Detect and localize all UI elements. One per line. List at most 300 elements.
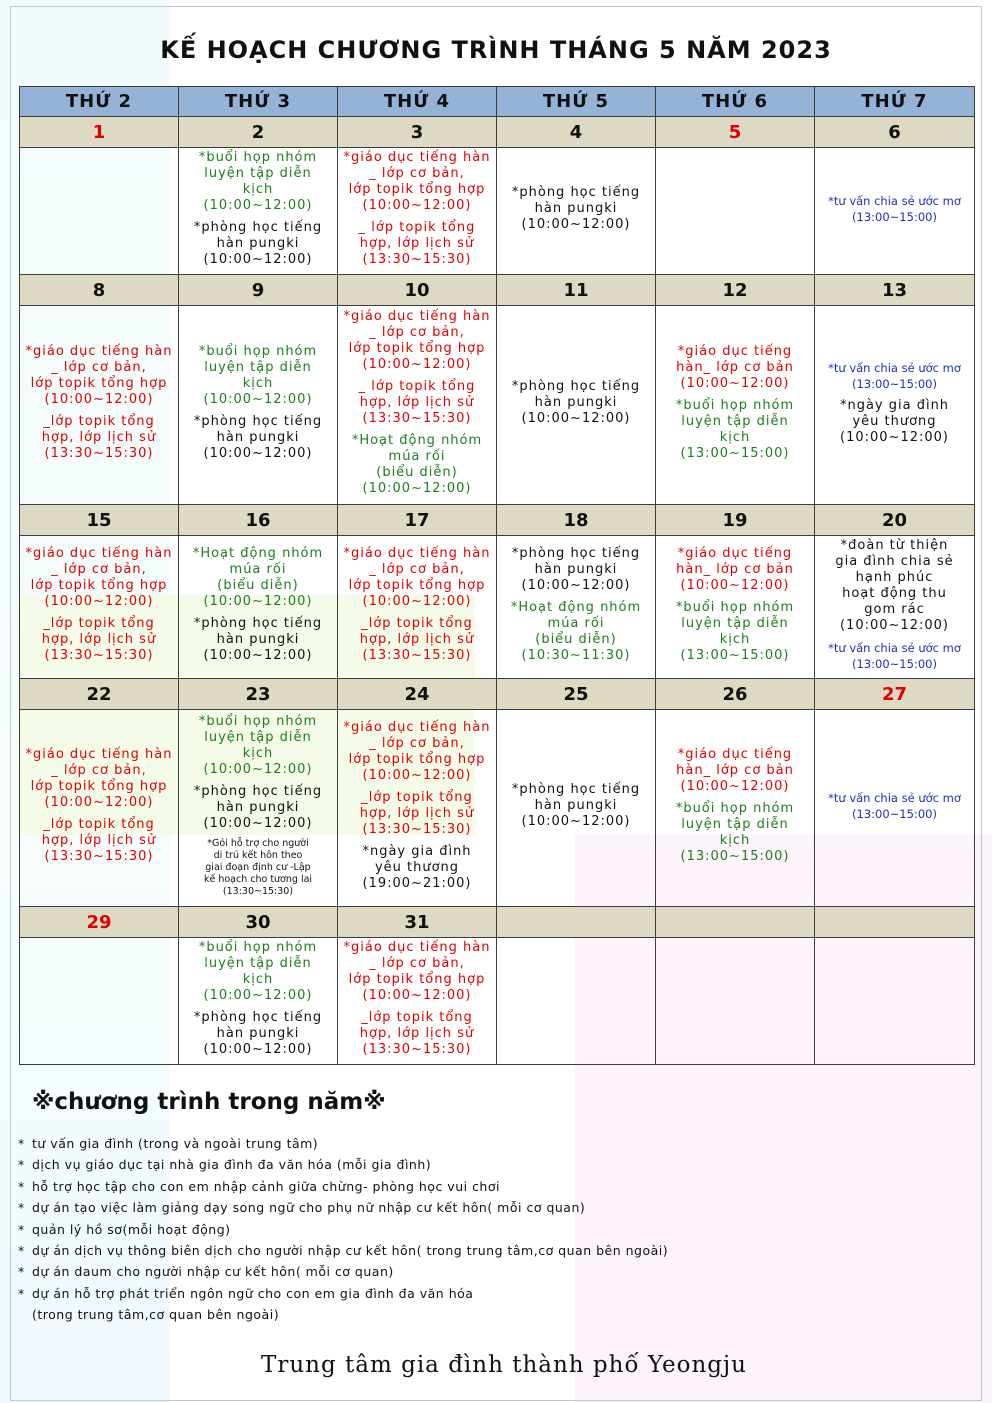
event-line: *giáo dục tiếng hàn xyxy=(25,747,173,762)
event-line: (10:00~12:00) xyxy=(521,411,631,426)
event-line: yêu thương xyxy=(374,860,460,875)
event-line: _lớp topik tổng xyxy=(43,414,155,429)
program-item-continuation: (trong trung tâm,cơ quan bên ngoài) xyxy=(32,1307,280,1323)
event-block xyxy=(815,538,974,634)
date-number: 1 xyxy=(20,117,179,148)
day-cell xyxy=(815,710,975,907)
event-line: (10:00~12:00) xyxy=(203,816,313,831)
date-number: 26 xyxy=(656,679,815,710)
event-line: (biểu diễn) xyxy=(535,632,617,647)
event-line: (10:00~12:00) xyxy=(362,357,472,372)
event-line: _lớp topik tổng xyxy=(361,1010,473,1025)
date-number xyxy=(815,907,975,938)
event-line: (13:00~15:00) xyxy=(852,377,937,391)
footer-organization: Trung tâm gia đình thành phố Yeongju xyxy=(261,1352,747,1378)
page-title: KẾ HOẠCH CHƯƠNG TRÌNH THÁNG 5 NĂM 2023 xyxy=(160,36,832,64)
date-row xyxy=(20,275,975,306)
date-number xyxy=(656,907,815,938)
bullet-icon: * xyxy=(18,1242,25,1258)
event-block xyxy=(179,784,337,832)
event-line: (10:00~12:00) xyxy=(203,446,313,461)
weekday-header: THỨ 3 xyxy=(179,87,338,117)
program-item: * dự án daum cho người nhập cư kết hôn( mỗi cơ quan) xyxy=(18,1261,958,1282)
events-row xyxy=(20,536,975,679)
event-block xyxy=(20,817,178,865)
event-block xyxy=(179,220,337,268)
weekday-header: THỨ 4 xyxy=(338,87,497,117)
event-block xyxy=(656,398,814,462)
event-line: kế hoạch cho tương lai xyxy=(203,874,313,885)
date-number: 18 xyxy=(497,505,656,536)
events-row xyxy=(20,938,975,1065)
day-cell xyxy=(656,710,815,907)
event-line: *phòng học tiếng xyxy=(511,185,641,200)
event-line: hợp, lớp lịch sử xyxy=(41,430,157,445)
bullet-icon: * xyxy=(18,1285,25,1301)
event-line: (13:30~15:30) xyxy=(362,1042,472,1057)
event-line: *Hoạt động nhóm xyxy=(351,433,483,448)
event-line: *Hoạt động nhóm xyxy=(510,600,642,615)
day-cell xyxy=(20,148,179,275)
event-line: hợp, lớp lịch sử xyxy=(359,806,475,821)
event-line: kịch xyxy=(242,972,274,987)
event-line: (10:00~12:00) xyxy=(203,988,313,1003)
event-block xyxy=(497,546,655,594)
weekday-header: THỨ 7 xyxy=(815,87,975,117)
day-cell xyxy=(20,536,179,679)
event-line: (10:00~12:00) xyxy=(44,795,154,810)
day-cell xyxy=(815,938,975,1065)
event-line: *buổi họp nhóm xyxy=(198,150,318,165)
event-line: hàn_ lớp cơ bản xyxy=(676,562,794,577)
event-block xyxy=(338,379,496,427)
event-line: _lớp topik tổng xyxy=(361,790,473,805)
event-line: múa rối xyxy=(229,562,287,577)
event-line: *giáo dục tiếng hàn xyxy=(343,546,491,561)
event-line: (10:00~12:00) xyxy=(362,768,472,783)
event-line: (10:00~12:00) xyxy=(521,814,631,829)
event-line: *phòng học tiếng xyxy=(511,782,641,797)
event-block xyxy=(179,838,337,898)
event-line: hàn pungki xyxy=(534,562,618,577)
event-line: (19:00~21:00) xyxy=(362,876,472,891)
event-line: (10:00~12:00) xyxy=(203,762,313,777)
program-item: * hỗ trợ học tập cho con em nhập cảnh giữa chừng- phòng học vui chơi xyxy=(18,1176,958,1197)
weekday-header: THỨ 5 xyxy=(497,87,656,117)
event-line: múa rối xyxy=(388,449,446,464)
event-line: _ lớp topik tổng xyxy=(358,220,476,235)
event-line: (10:00~12:00) xyxy=(521,217,631,232)
event-block xyxy=(338,940,496,1004)
date-number: 31 xyxy=(338,907,497,938)
event-block xyxy=(815,360,974,392)
date-number: 23 xyxy=(179,679,338,710)
program-item: * dự án tạo việc làm giảng dạy song ngữ cho phụ nữ nhập cư kết hôn( mỗi cơ quan) xyxy=(18,1197,958,1218)
event-line: hợp, lớp lịch sử xyxy=(359,632,475,647)
event-line: kịch xyxy=(242,376,274,391)
day-cell xyxy=(179,536,338,679)
event-block xyxy=(338,546,496,610)
event-line: *phòng học tiếng xyxy=(193,1010,323,1025)
event-line: kịch xyxy=(242,746,274,761)
day-cell xyxy=(179,306,338,505)
event-line: *buổi họp nhóm xyxy=(198,714,318,729)
event-line: (13:00~15:00) xyxy=(852,807,937,821)
date-number: 16 xyxy=(179,505,338,536)
program-item: * quản lý hồ sơ(mỗi hoạt động) xyxy=(18,1219,958,1240)
event-line: kịch xyxy=(719,632,751,647)
date-number: 30 xyxy=(179,907,338,938)
event-line: *giáo dục tiếng hàn xyxy=(343,720,491,735)
date-number: 5 xyxy=(656,117,815,148)
event-line: *giáo dục tiếng hàn xyxy=(343,309,491,324)
event-line: *Hoạt động nhóm xyxy=(192,546,324,561)
date-row xyxy=(20,505,975,536)
event-line: *buổi họp nhóm xyxy=(675,801,795,816)
event-block xyxy=(338,309,496,373)
event-line: kịch xyxy=(242,182,274,197)
events-row xyxy=(20,148,975,275)
event-block xyxy=(338,790,496,838)
day-cell xyxy=(497,938,656,1065)
event-line: luyện tập diễn xyxy=(204,360,312,375)
day-cell xyxy=(815,148,975,275)
day-cell xyxy=(20,710,179,907)
event-line: *giáo dục tiếng xyxy=(677,747,793,762)
event-line: luyện tập diễn xyxy=(204,730,312,745)
date-number: 10 xyxy=(338,275,497,306)
event-line: kịch xyxy=(719,833,751,848)
event-block xyxy=(815,640,974,672)
event-line: *phòng học tiếng xyxy=(193,616,323,631)
bullet-icon: * xyxy=(18,1200,25,1216)
event-line: hàn pungki xyxy=(216,236,300,251)
event-line: *Gói hỗ trợ cho người xyxy=(207,838,309,849)
event-line: (13:00~15:00) xyxy=(680,446,790,461)
event-line: lớp topik tổng hợp xyxy=(348,182,486,197)
event-block xyxy=(656,747,814,795)
event-line: di trú kết hôn theo xyxy=(213,850,303,861)
event-line: (biểu diễn) xyxy=(376,465,458,480)
event-line: _ lớp cơ bản, xyxy=(51,763,147,778)
event-line: *buổi họp nhóm xyxy=(675,600,795,615)
event-line: _ lớp cơ bản, xyxy=(369,166,465,181)
event-line: (10:00~12:00) xyxy=(203,1042,313,1057)
day-cell xyxy=(338,710,497,907)
event-line: gia đình chia sẻ xyxy=(835,554,954,569)
event-line: *tư vấn chia sẻ ước mơ xyxy=(828,641,961,655)
day-cell xyxy=(338,536,497,679)
event-line: _ lớp cơ bản, xyxy=(369,736,465,751)
date-row xyxy=(20,679,975,710)
event-block xyxy=(338,1010,496,1058)
event-line: hàn pungki xyxy=(216,632,300,647)
event-line: lớp topik tổng hợp xyxy=(348,578,486,593)
event-block xyxy=(815,790,974,822)
date-number: 19 xyxy=(656,505,815,536)
event-line: hàn_ lớp cơ bản xyxy=(676,763,794,778)
bullet-icon: * xyxy=(18,1264,25,1280)
event-line: *giáo dục tiếng xyxy=(677,344,793,359)
event-line: lớp topik tổng hợp xyxy=(348,972,486,987)
event-line: hợp, lớp lịch sử xyxy=(359,1026,475,1041)
event-line: hợp, lớp lịch sử xyxy=(359,395,475,410)
event-line: *ngày gia đình xyxy=(362,844,472,859)
weekday-header-row xyxy=(20,87,975,117)
weekday-header: THỨ 6 xyxy=(656,87,815,117)
event-block xyxy=(179,344,337,408)
event-line: *buổi họp nhóm xyxy=(198,940,318,955)
event-line: _ lớp cơ bản, xyxy=(369,325,465,340)
event-line: *tư vấn chia sẻ ước mơ xyxy=(828,361,961,375)
date-number: 2 xyxy=(179,117,338,148)
date-number: 17 xyxy=(338,505,497,536)
day-cell xyxy=(338,148,497,275)
event-line: hàn pungki xyxy=(216,430,300,445)
event-line: (10:00~12:00) xyxy=(840,618,949,633)
event-line: (10:00~12:00) xyxy=(203,648,313,663)
event-block xyxy=(338,844,496,892)
day-cell xyxy=(815,536,975,679)
event-line: (13:30~15:30) xyxy=(44,648,154,663)
event-line: *phòng học tiếng xyxy=(193,220,323,235)
event-block xyxy=(20,546,178,610)
bullet-icon: * xyxy=(18,1157,25,1173)
program-title: ※chương trình trong năm※ xyxy=(32,1089,386,1115)
event-block xyxy=(179,714,337,778)
date-number: 15 xyxy=(20,505,179,536)
event-block xyxy=(497,185,655,233)
event-line: (13:00~15:00) xyxy=(852,657,937,671)
event-line: giai đoạn định cư -Lập xyxy=(205,862,311,873)
event-line: (13:00~15:00) xyxy=(852,210,937,224)
event-block xyxy=(815,193,974,225)
event-line: yêu thương xyxy=(852,414,937,429)
event-block xyxy=(497,782,655,830)
event-line: (13:00~15:00) xyxy=(680,849,790,864)
event-block xyxy=(497,379,655,427)
event-line: (13:30~15:30) xyxy=(362,648,472,663)
event-line: luyện tập diễn xyxy=(204,166,312,181)
event-line: (biểu diễn) xyxy=(217,578,299,593)
program-item: * dự án hỗ trợ phát triển ngôn ngữ cho con em gia đình đa văn hóa xyxy=(18,1283,958,1304)
event-line: luyện tập diễn xyxy=(681,817,789,832)
event-line: (10:00~12:00) xyxy=(680,376,790,391)
event-line: *phòng học tiếng xyxy=(511,546,641,561)
day-cell xyxy=(338,306,497,505)
event-block xyxy=(338,433,496,497)
event-line: hợp, lớp lịch sử xyxy=(41,632,157,647)
date-number xyxy=(497,907,656,938)
event-block xyxy=(656,344,814,392)
events-row xyxy=(20,710,975,907)
event-line: *giáo dục tiếng hàn xyxy=(343,150,491,165)
event-line: *phòng học tiếng xyxy=(193,784,323,799)
event-line: (10:00~12:00) xyxy=(362,988,472,1003)
event-line: lớp topik tổng hợp xyxy=(30,779,168,794)
day-cell xyxy=(179,148,338,275)
event-line: (10:00~12:00) xyxy=(680,578,790,593)
event-line: (10:00~12:00) xyxy=(840,430,949,445)
event-block xyxy=(179,616,337,664)
bullet-icon: * xyxy=(18,1136,25,1151)
date-number: 29 xyxy=(20,907,179,938)
event-line: gom rác xyxy=(864,602,925,617)
day-cell xyxy=(656,536,815,679)
date-number: 4 xyxy=(497,117,656,148)
event-line: (13:30~15:30) xyxy=(362,411,472,426)
event-line: (10:00~12:00) xyxy=(362,198,472,213)
event-line: hàn_ lớp cơ bản xyxy=(676,360,794,375)
event-line: (10:00~12:00) xyxy=(44,392,154,407)
event-block xyxy=(338,720,496,784)
date-row xyxy=(20,117,975,148)
program-item: * dịch vụ giáo dục tại nhà gia đình đa văn hóa (mỗi gia đình) xyxy=(18,1154,958,1175)
event-line: *giáo dục tiếng hàn xyxy=(343,940,491,955)
event-line: (10:00~12:00) xyxy=(362,481,472,496)
bullet-icon: * xyxy=(18,1221,25,1237)
event-block xyxy=(179,414,337,462)
event-line: hoạt động thu xyxy=(842,586,947,601)
event-line: _ lớp topik tổng xyxy=(358,379,476,394)
event-line: *giáo dục tiếng xyxy=(677,546,793,561)
event-line: *phòng học tiếng xyxy=(193,414,323,429)
event-line: lớp topik tổng hợp xyxy=(348,341,486,356)
event-line: *giáo dục tiếng hàn xyxy=(25,546,173,561)
event-line: hàn pungki xyxy=(534,201,618,216)
day-cell xyxy=(179,710,338,907)
day-cell xyxy=(656,148,815,275)
event-line: *ngày gia đình xyxy=(839,398,950,413)
event-block xyxy=(20,344,178,408)
event-line: hợp, lớp lịch sử xyxy=(359,236,475,251)
event-line: (10:00~12:00) xyxy=(203,198,313,213)
date-number: 24 xyxy=(338,679,497,710)
event-line: (10:00~12:00) xyxy=(203,594,313,609)
event-line: *buổi họp nhóm xyxy=(198,344,318,359)
event-line: lớp topik tổng hợp xyxy=(348,752,486,767)
event-line: hạnh phúc xyxy=(855,570,934,585)
event-block xyxy=(497,600,655,664)
event-block xyxy=(179,150,337,214)
event-block xyxy=(20,747,178,811)
event-line: hàn pungki xyxy=(534,798,618,813)
event-line: (13:30~15:30) xyxy=(222,886,294,897)
calendar-table xyxy=(19,86,975,1065)
event-line: hợp, lớp lịch sử xyxy=(41,833,157,848)
event-block xyxy=(656,546,814,594)
bullet-icon: * xyxy=(18,1178,25,1194)
day-cell xyxy=(338,938,497,1065)
event-line: lớp topik tổng hợp xyxy=(30,578,168,593)
event-line: hàn pungki xyxy=(534,395,618,410)
program-item: * dự án dịch vụ thông biên dịch cho người nhập cư kết hôn( trong trung tâm,cơ quan bên ngoài) xyxy=(18,1240,958,1261)
event-block xyxy=(20,414,178,462)
event-line: *tư vấn chia sẻ ước mơ xyxy=(828,194,961,208)
event-line: _lớp topik tổng xyxy=(361,616,473,631)
date-row xyxy=(20,907,975,938)
event-line: (10:00~12:00) xyxy=(203,392,313,407)
event-line: _ lớp cơ bản, xyxy=(369,956,465,971)
event-line: (10:00~12:00) xyxy=(362,594,472,609)
date-number: 11 xyxy=(497,275,656,306)
program-item: * tư vấn gia đình (trong và ngoài trung tâm) xyxy=(18,1133,958,1154)
event-block xyxy=(338,616,496,664)
day-cell xyxy=(179,938,338,1065)
day-cell xyxy=(20,938,179,1065)
day-cell xyxy=(497,306,656,505)
event-block xyxy=(179,1010,337,1058)
date-number: 13 xyxy=(815,275,975,306)
events-row xyxy=(20,306,975,505)
day-cell xyxy=(656,938,815,1065)
event-line: luyện tập diễn xyxy=(681,414,789,429)
event-line: hàn pungki xyxy=(216,800,300,815)
event-line: _ lớp cơ bản, xyxy=(51,562,147,577)
event-line: *giáo dục tiếng hàn xyxy=(25,344,173,359)
event-line: _ lớp cơ bản, xyxy=(369,562,465,577)
event-block xyxy=(179,546,337,610)
event-block xyxy=(815,398,974,446)
event-line: *buổi họp nhóm xyxy=(675,398,795,413)
date-number: 8 xyxy=(20,275,179,306)
event-line: luyện tập diễn xyxy=(681,616,789,631)
event-line: (10:00~12:00) xyxy=(44,594,154,609)
day-cell xyxy=(815,306,975,505)
event-line: *đoàn từ thiện xyxy=(840,538,949,553)
event-block xyxy=(20,616,178,664)
date-number: 22 xyxy=(20,679,179,710)
event-line: _lớp topik tổng xyxy=(43,817,155,832)
event-line: lớp topik tổng hợp xyxy=(30,376,168,391)
event-line: (13:30~15:30) xyxy=(362,822,472,837)
day-cell xyxy=(497,710,656,907)
event-line: _lớp topik tổng xyxy=(43,616,155,631)
event-line: (10:30~11:30) xyxy=(521,648,631,663)
event-line: (10:00~12:00) xyxy=(203,252,313,267)
date-number: 6 xyxy=(815,117,975,148)
event-block xyxy=(179,940,337,1004)
event-block xyxy=(338,150,496,214)
program-list xyxy=(18,1133,958,1326)
date-number: 20 xyxy=(815,505,975,536)
day-cell xyxy=(656,306,815,505)
event-line: *tư vấn chia sẻ ước mơ xyxy=(828,791,961,805)
date-number: 3 xyxy=(338,117,497,148)
event-line: *phòng học tiếng xyxy=(511,379,641,394)
event-block xyxy=(338,220,496,268)
event-line: (13:30~15:30) xyxy=(362,252,472,267)
weekday-header: THỨ 2 xyxy=(20,87,179,117)
date-number: 9 xyxy=(179,275,338,306)
date-number: 27 xyxy=(815,679,975,710)
event-line: luyện tập diễn xyxy=(204,956,312,971)
event-block xyxy=(656,801,814,865)
event-block xyxy=(656,600,814,664)
day-cell xyxy=(497,536,656,679)
event-line: (13:00~15:00) xyxy=(680,648,790,663)
event-line: kịch xyxy=(719,430,751,445)
date-number: 12 xyxy=(656,275,815,306)
event-line: _ lớp cơ bản, xyxy=(51,360,147,375)
day-cell xyxy=(497,148,656,275)
event-line: múa rối xyxy=(547,616,605,631)
event-line: (10:00~12:00) xyxy=(680,779,790,794)
event-line: (13:30~15:30) xyxy=(44,849,154,864)
event-line: (10:00~12:00) xyxy=(521,578,631,593)
event-line: (13:30~15:30) xyxy=(44,446,154,461)
event-line: hàn pungki xyxy=(216,1026,300,1041)
